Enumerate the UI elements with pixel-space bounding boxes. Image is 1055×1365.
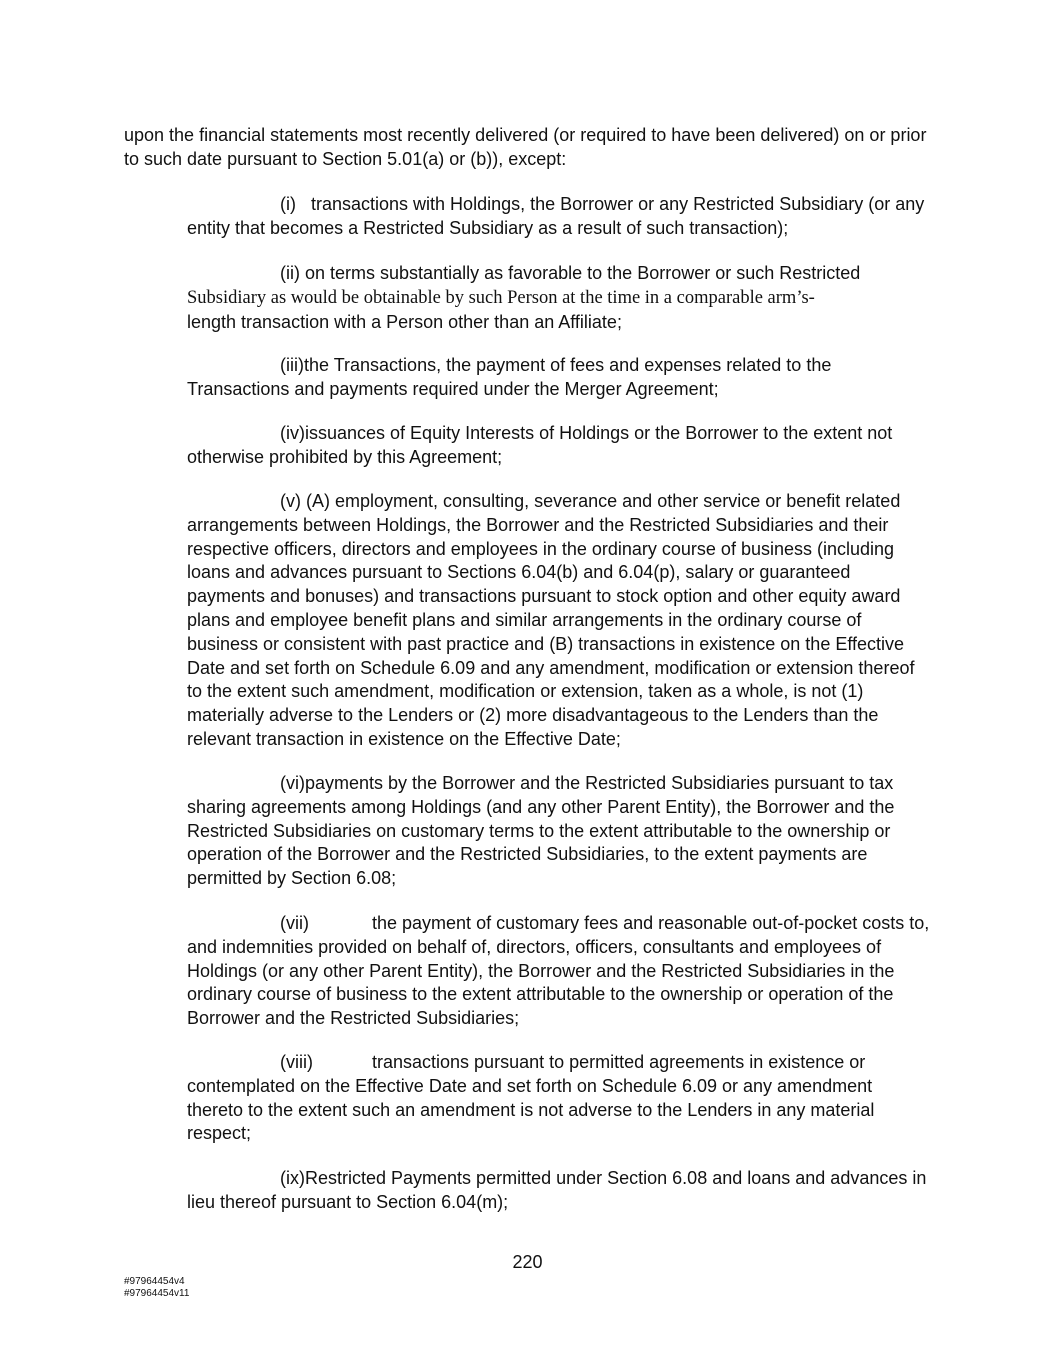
intro-paragraph: upon the financial statements most recently delivered (or required to have been delivered) on or prior to such date pursuant to Section 5.01(a) or (b)), except: (124, 125, 927, 169)
document-ids (124, 1276, 189, 1300)
clause-number: (ix) (280, 1168, 305, 1188)
clause-text: the payment of customary fees and reasonable out-of-pocket costs to, and indemnities provided on behalf of, directors, officers, consultants and employees of Holdings (or any other Parent Entity), the Borrower and the Restricted Subsidiaries in the ordinary course of business to the extent attributable to the ownership or operation of the Borrower and the Restricted Subsidiaries; (187, 913, 930, 1029)
clause-number: (i) (280, 194, 296, 214)
clause-iii (187, 354, 932, 402)
document-id: #97964454v11 (124, 1288, 190, 1299)
clause-text: the Transactions, the payment of fees and expenses related to the Transactions and payments required under the Merger Agreement; (187, 355, 832, 399)
clause-number: (iv) (280, 423, 305, 443)
clause-number: (vi) (280, 773, 305, 793)
clause-iv (187, 422, 932, 470)
clause-ix (187, 1167, 932, 1215)
clause-text: (A) employment, consulting, severance and other service or benefit related arrangements between Holdings, the Borrower and the Restricted Subsidiaries and their respective officers, directors and employees in the ordinary course of business (including loans and advances pursuant to Sections 6.04(b) and 6.04(p), salary or guaranteed payments and bonuses) and transactions pursuant to stock option and other equity award plans and employee benefit plans and similar arrangements in the ordinary course of business or consistent with past practice and (B) transactions in existence on the Effective Date and set forth on Schedule 6.09 and any amendment, modification or extension thereof to the extent such amendment, modification or extension, taken as a whole, is not (1) materially adverse to the Lenders or (2) more disadvantageous to the Lenders than the relevant transaction in existence on the Effective Date; (187, 491, 915, 749)
clause-number: (iii) (280, 355, 304, 375)
clause-ii (187, 262, 932, 334)
clause-vi (187, 772, 932, 891)
clause-number: (v) (280, 491, 301, 511)
clause-number: (ii) (280, 263, 300, 283)
clause-text: on terms substantially as favorable to the Borrower or such Restricted (305, 263, 861, 283)
page-number: 220 (512, 1252, 543, 1272)
clause-v (187, 490, 932, 752)
clause-text: transactions with Holdings, the Borrower or any Restricted Subsidiary (or any entity that becomes a Restricted Subsidiary as a result of such transaction); (187, 194, 925, 238)
clause-text: transactions pursuant to permitted agreements in existence or contemplated on the Effective Date and set forth on Schedule 6.09 or any amendment thereto to the extent such an amendment is not adverse to the Lenders in any material respect; (187, 1052, 875, 1144)
clause-i (187, 193, 932, 241)
clause-text: length transaction with a Person other than an Affiliate; (187, 311, 622, 332)
clause-number: (viii) (280, 1052, 313, 1072)
clause-text: Restricted Payments permitted under Section 6.08 and loans and advances in lieu thereof pursuant to Section 6.04(m); (187, 1168, 927, 1212)
document-id: #97964454v4 (124, 1276, 185, 1287)
clause-viii (187, 1051, 932, 1146)
clause-vii (187, 912, 932, 1031)
clause-text: Subsidiary as would be obtainable by such Person at the time in a comparable arm’s- (187, 287, 815, 308)
clause-number: (vii) (280, 913, 309, 933)
clause-text: payments by the Borrower and the Restricted Subsidiaries pursuant to tax sharing agreements among Holdings (and any other Parent Entity), the Borrower and the Restricted Subsidiaries on customary terms to the extent attributable to the ownership or operation of the Borrower and the Restricted Subsidiaries, to the extent payments are permitted by Section 6.08; (187, 773, 895, 889)
clause-text: issuances of Equity Interests of Holdings or the Borrower to the extent not otherwise prohibited by this Agreement; (187, 423, 893, 467)
